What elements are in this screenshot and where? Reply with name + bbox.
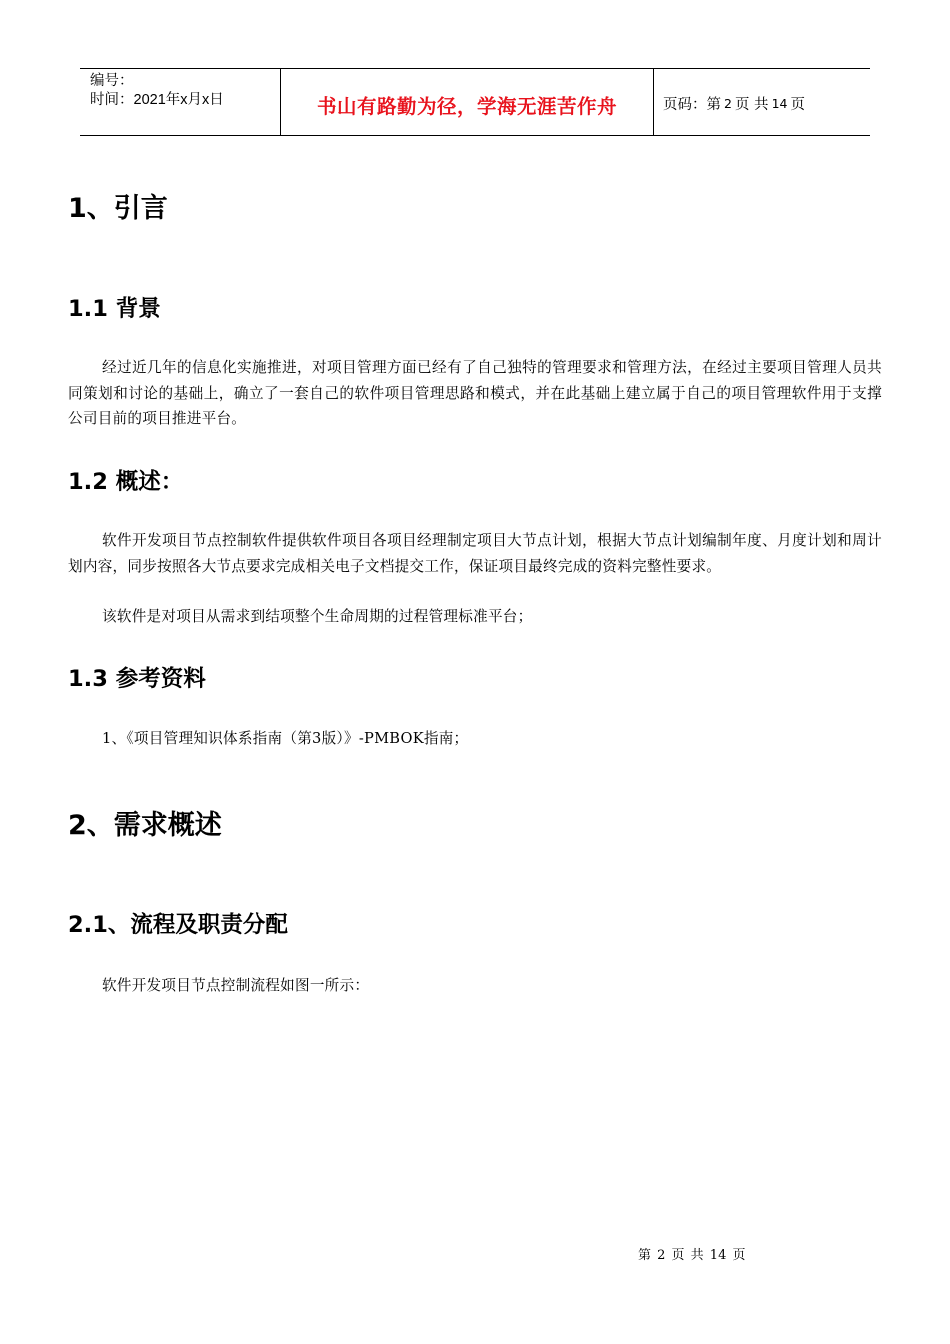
section-1-1-paragraph: 经过近几年的信息化实施推进，对项目管理方面已经有了自己独特的管理要求和管理方法，在经过主要项目管理人员共同策划和讨论的基础上，确立了一套自己的软件项目管理思路和模式，并在此基础上建立属于自己的项目管理软件用于支撑公司目前的项目推进平台。 <box>68 359 882 427</box>
page-footer: 第 2 页 共 14 页 <box>638 1248 746 1263</box>
section-1-2-paragraph-1: 软件开发项目节点控制软件提供软件项目各项目经理制定项目大节点计划，根据大节点计划编制年度、月度计划和周计划内容，同步按照各大节点要求完成相关电子文档提交工作，保证项目最终完成的资料完整性要求。 <box>68 532 882 575</box>
header-motto: 书山有路勤为径，学海无涯苦作舟 <box>281 69 654 135</box>
header-page-total: 14 <box>771 96 788 111</box>
header-page-current: 2 <box>724 96 732 111</box>
section-2-title: 2、需求概述 <box>68 810 222 841</box>
header-page-suffix: 页 <box>790 97 805 113</box>
section-1-title: 1、引言 <box>68 193 168 224</box>
header-time-label: 时间：2021年x月x日 <box>90 92 224 108</box>
reference-item: 1、《项目管理知识体系指南（第3版）》-PMBOK指南； <box>102 730 469 747</box>
section-1-2-title: 1.2 概述： <box>68 469 184 495</box>
section-1-1-title: 1.1 背景 <box>68 296 161 322</box>
header-page-info <box>654 69 870 135</box>
section-1-2-paragraph-2: 该软件是对项目从需求到结项整个生命周期的过程管理标准平台； <box>102 608 533 625</box>
header-number-label: 编号： <box>90 73 134 89</box>
header-page-mid: 页 共 <box>734 97 769 113</box>
page-header <box>80 68 870 136</box>
section-2-1-paragraph: 软件开发项目节点控制流程如图一所示： <box>102 977 370 994</box>
section-1-3-title: 1.3 参考资料 <box>68 666 206 692</box>
header-info-cell <box>80 69 281 135</box>
section-2-1-title: 2.1、流程及职责分配 <box>68 912 288 938</box>
header-page-prefix: 页码：第 <box>663 97 721 113</box>
